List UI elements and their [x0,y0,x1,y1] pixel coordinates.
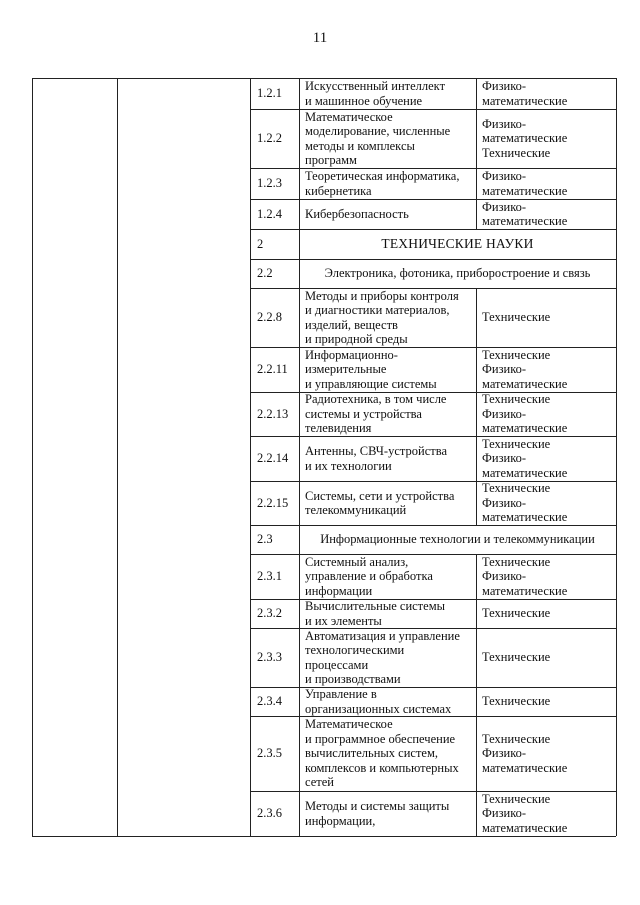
specialty-code-text: 2.3.6 [257,806,282,821]
text-line: математические [482,510,568,525]
specialty-code [250,109,299,168]
text-line: Технические [482,145,551,160]
specialty-code [250,599,299,628]
science-branch-text [482,555,567,599]
text-line: технологическими [305,643,405,657]
science-branch [476,599,616,628]
specialty-name [299,599,476,628]
text-line: Технические [482,481,551,496]
text-line: Технические [482,436,551,451]
specialty-name [299,199,476,229]
science-branch-text [482,169,567,198]
specialty-code-text: 1.2.4 [257,206,282,221]
specialty-name-text [305,348,437,392]
text-line: моделирование, численные [305,124,451,138]
group-title [299,525,616,554]
specialty-code [250,554,299,599]
text-line: Автоматизация и управление [305,628,460,643]
text-line: Технические [482,310,551,325]
science-branch-text [482,310,550,325]
text-line: Физико- [482,569,527,584]
science-branch-text [482,606,550,621]
specialty-name-text [305,289,459,347]
specialty-name [299,628,476,687]
group-title [299,259,616,288]
section-title-text: ТЕХНИЧЕСКИЕ НАУКИ [381,235,534,251]
text-line: Физико- [482,451,527,466]
text-line: Физико- [482,79,527,93]
specialty-name [299,716,476,791]
text-line: Математическое [305,717,393,732]
text-line: Физико- [482,116,527,131]
text-line: и управляющие системы [305,376,437,391]
specialty-code-text: 1.2.2 [257,131,282,146]
specialty-name [299,109,476,168]
science-branch-text [482,348,567,392]
specialty-name-text [305,169,459,198]
specialty-name-text [305,687,451,716]
group-title-text: Электроника, фотоника, приборостроение и связь [324,266,591,281]
text-line: математические [482,465,568,480]
text-line: математические [482,183,568,198]
specialty-code-text: 2.3.2 [257,606,282,621]
specialty-code [250,168,299,199]
column-divider [117,78,118,836]
text-line: математические [482,93,568,108]
text-line: и машинное обучение [305,93,423,108]
science-branch-text [482,117,567,161]
specialty-code-text: 2.3.5 [257,746,282,761]
specialty-code [250,288,299,347]
text-line: информации, [305,813,376,828]
text-line: и производствами [305,672,401,686]
text-line: Управление в [305,687,377,701]
page-number: 11 [312,30,328,46]
text-line: программ [305,153,357,167]
specialty-name [299,791,476,836]
text-line: управление и обработка [305,569,433,584]
text-line: комплексов и компьютерных [305,760,459,775]
specialty-code [250,436,299,481]
science-branch [476,687,616,716]
specialty-code [250,259,299,288]
specialty-code-text: 2.2.14 [257,451,289,466]
text-line: Технические [482,392,551,407]
specialty-name [299,288,476,347]
text-line: Технические [482,791,551,806]
text-line: телекоммуникаций [305,503,407,517]
science-branch [476,109,616,168]
text-line: Вычислительные системы [305,599,446,613]
specialty-code-text: 2.3 [257,532,273,547]
text-line: Кибербезопасность [305,206,409,221]
specialty-code [250,78,299,109]
specialty-code [250,481,299,525]
science-branch [476,347,616,392]
table-border-bottom [32,836,616,837]
group-title-text: Информационные технологии и телекоммуникации [320,532,595,547]
specialty-name-text [305,629,460,687]
text-line: Физико- [482,169,527,183]
text-line: Информационно- [305,347,398,362]
specialty-name [299,392,476,436]
specialty-name-text [305,207,409,222]
specialty-name-text [305,717,459,790]
science-branch [476,288,616,347]
text-line: математические [482,421,568,436]
text-line: Искусственный интеллект [305,79,446,93]
text-line: Физико- [482,406,527,421]
text-line: процессами [305,657,369,672]
specialty-code-text: 2.3.4 [257,694,282,709]
text-line: информации [305,583,373,598]
text-line: методы и комплексы [305,138,415,153]
specialties-table [32,78,616,836]
specialty-name-text [305,392,446,436]
science-branch [476,392,616,436]
science-branch-text [482,392,567,436]
text-line: организационных системах [305,701,452,716]
specialty-name [299,554,476,599]
specialty-name-text [305,79,445,108]
specialty-name-text [305,110,450,168]
text-line: и диагностики материалов, [305,303,450,317]
text-line: вычислительных систем, [305,746,438,761]
science-branch-text [482,650,550,665]
table-border-right [616,78,617,836]
specialty-code [250,392,299,436]
science-branch [476,554,616,599]
specialty-code-text: 2.2.13 [257,406,289,421]
table-border-left [32,78,33,836]
text-line: и их технологии [305,458,392,473]
specialty-code-text: 2.2 [257,266,273,281]
specialty-code [250,199,299,229]
science-branch-text [482,200,567,229]
science-branch-text [482,437,567,481]
text-line: Теоретическая информатика, [305,169,460,183]
science-branch [476,791,616,836]
text-line: Антенны, СВЧ-устройства [305,444,447,458]
specialty-name [299,168,476,199]
specialty-name [299,78,476,109]
specialty-name-text [305,799,449,828]
text-line: системы и устройства [305,406,422,421]
text-line: Методы и приборы контроля [305,288,459,303]
science-branch [476,436,616,481]
specialty-name [299,436,476,481]
section-title [299,229,616,259]
specialty-name [299,481,476,525]
text-line: сетей [305,775,334,790]
science-branch-text [482,732,567,776]
text-line: Методы и системы защиты [305,799,450,813]
specialty-code [250,687,299,716]
text-line: математические [482,760,568,775]
text-line: Физико- [482,806,527,821]
text-line: математические [482,376,568,391]
text-line: математические [482,214,568,228]
specialty-code [250,525,299,554]
specialty-code-text: 2.2.15 [257,495,289,510]
text-line: кибернетика [305,183,372,198]
text-line: Физико- [482,746,527,761]
text-line: математические [482,820,568,835]
specialty-code [250,347,299,392]
specialty-name [299,687,476,716]
specialty-code-text: 2 [257,236,264,251]
text-line: Физико- [482,495,527,510]
text-line: Математическое [305,109,393,124]
specialty-code-text: 2.2.8 [257,310,282,325]
text-line: математические [482,131,568,146]
specialty-code-text: 2.3.3 [257,650,282,665]
specialty-code-text: 2.3.1 [257,569,282,584]
science-branch-text [482,79,567,108]
text-line: Технические [482,731,551,746]
specialty-code-text: 1.2.1 [257,86,282,101]
text-line: Технические [482,554,551,569]
science-branch [476,716,616,791]
science-branch-text [482,694,550,709]
text-line: математические [482,583,568,598]
text-line: и их элементы [305,613,382,628]
science-branch-text [482,481,567,525]
specialty-code [250,628,299,687]
specialty-name-text [305,489,454,518]
science-branch-text [482,792,567,836]
specialty-code [250,229,299,259]
specialty-code-text: 2.2.11 [257,362,288,377]
text-line: изделий, веществ [305,317,398,332]
text-line: Технические [482,694,551,709]
text-line: Технические [482,650,551,665]
specialty-code-text: 1.2.3 [257,176,282,191]
specialty-name-text [305,599,445,628]
text-line: Технические [482,347,551,362]
specialty-code [250,791,299,836]
text-line: Физико- [482,362,527,377]
text-line: Технические [482,606,551,621]
science-branch [476,481,616,525]
specialty-name [299,347,476,392]
text-line: телевидения [305,421,372,436]
text-line: измерительные [305,362,387,377]
text-line: и природной среды [305,332,408,346]
text-line: и программное обеспечение [305,731,456,746]
specialty-name-text [305,555,433,599]
text-line: Системный анализ, [305,554,409,569]
text-line: Радиотехника, в том числе [305,392,447,407]
text-line: Системы, сети и устройства [305,488,455,503]
science-branch [476,628,616,687]
science-branch [476,78,616,109]
specialty-code [250,716,299,791]
science-branch [476,199,616,229]
specialty-name-text [305,444,447,473]
text-line: Физико- [482,199,527,214]
science-branch [476,168,616,199]
